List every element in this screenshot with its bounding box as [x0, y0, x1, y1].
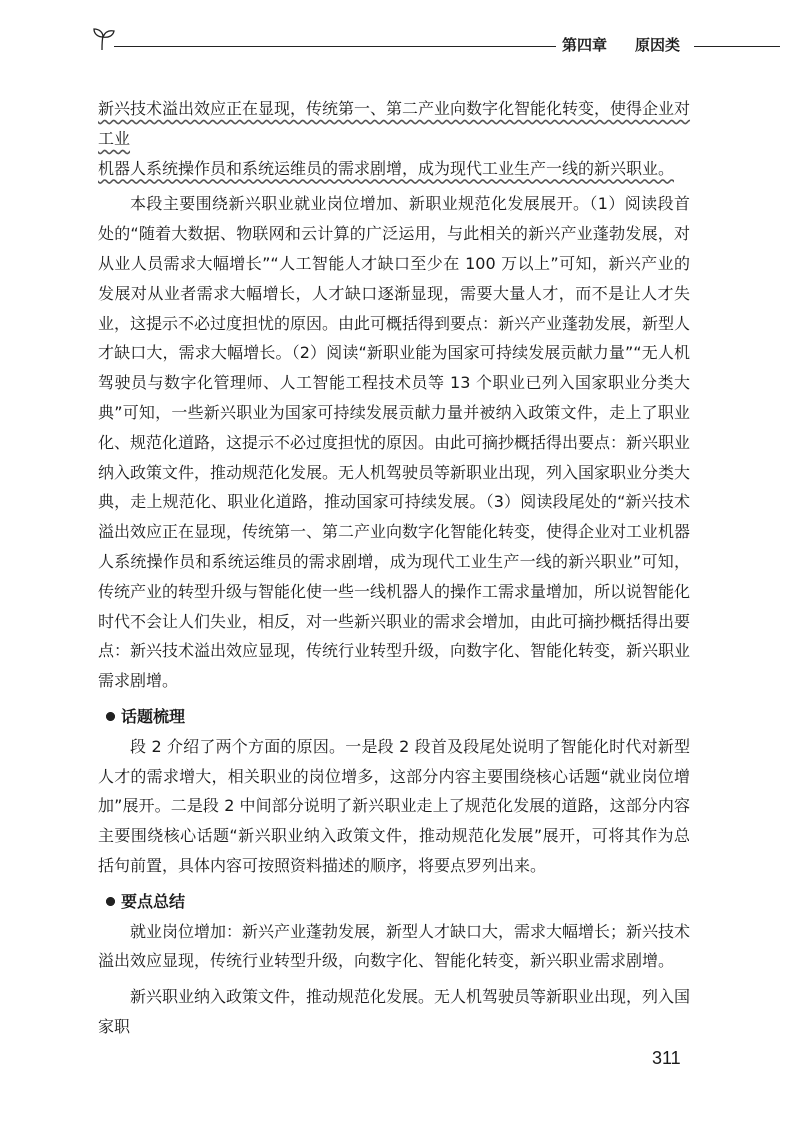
chapter-label: 第四章 — [562, 36, 608, 54]
topic-heading — [98, 702, 690, 732]
quoted-passage-line: 新兴技术溢出效应正在显现，传统第一、第二产业向数字化智能化转变，使得企业对工业 — [98, 99, 691, 148]
chapter-title: 原因类 — [635, 36, 681, 54]
summary-paragraph: 新兴职业纳入政策文件，推动规范化发展。无人机驾驶员等新职业出现，列入国家职 — [98, 987, 691, 1036]
header-rule — [114, 46, 556, 47]
sprout-icon — [90, 26, 116, 52]
analysis-paragraph: 本段主要围绕新兴职业就业岗位增加、新职业规范化发展展开。（1）阅读段首处的“随着大数据、物联网和云计算的广泛运用，与此相关的新兴产业蓬勃发展，对从业人员需求大幅增长”“人工智能人才缺口至少在 100 万以上”可知，新兴产业的发展对从业者需求大幅增长，人才缺口逐渐显现，需要大量人才，而不是让人才失业，这提示不必过度担忧的原因。由此可概括得到要点：新兴产业蓬勃发展，新型人才缺口大，需求大幅增长。（2）阅读“新职业能为国家可持续发展贡献力量”“无人机驾驶员与数字化管理师、人工智能工程技术员等 13 个职业已列入国家职业分类大典”可知，一些新兴职业为国家可持续发展贡献力量并被纳入政策文件，走上了职业化、规范化道路，这提示不必过度担忧的原因。由此可摘抄概括得出要点：新兴职业纳入政策文件，推动规范化发展。无人机驾驶员等新职业出现，列入国家职业分类大典，走上规范化、职业化道路，推动国家可持续发展。（3）阅读段尾处的“新兴技术溢出效应正在显现，传统第一、第二产业向数字化智能化转变，使得企业对工业机器人系统操作员和系统运维员的需求剧增，成为现代工业生产一线的新兴职业”可知，传统产业的转型升级与智能化使一些一线机器人的操作工需求量增加，所以说智能化时代不会让人们失业，相反，对一些新兴职业的需求会增加，由此可摘抄概括得出要点：新兴技术溢出效应显现，传统行业转型升级，向数字化、智能化转变，新兴职业需求剧增。 — [98, 194, 691, 691]
summary-heading-text: 要点总结 — [121, 891, 186, 911]
bullet-icon — [106, 712, 115, 721]
summary-paragraph: 就业岗位增加：新兴产业蓬勃发展，新型人才缺口大，需求大幅增长；新兴技术溢出效应显现，传统行业转型升级，向数字化、智能化转变，新兴职业需求剧增。 — [98, 921, 691, 971]
topic-paragraph: 段 2 介绍了两个方面的原因。一是段 2 段首及段尾处说明了智能化时代对新型人才的需求增大，相关职业的岗位增多，这部分内容主要围绕核心话题“就业岗位增加”展开。二是段 2 中间部分说明了新兴职业走上了规范化发展的道路，这部分内容主要围绕核心话题“新兴职业纳入政策文件，推动规范化发展”展开，可将其作为总括句前置，具体内容可按照资料描述的顺序，将要点罗列出来。 — [98, 736, 690, 875]
page-body — [98, 94, 690, 1042]
header-rule — [694, 46, 780, 47]
page-number: 311 — [652, 1048, 681, 1068]
topic-heading-text: 话题梳理 — [121, 706, 186, 726]
summary-heading — [98, 887, 690, 917]
page-header — [90, 26, 780, 66]
bullet-icon — [106, 897, 115, 906]
quoted-passage-line: 机器人系统操作员和系统运维员的需求剧增，成为现代工业生产一线的新兴职业。 — [98, 158, 675, 178]
